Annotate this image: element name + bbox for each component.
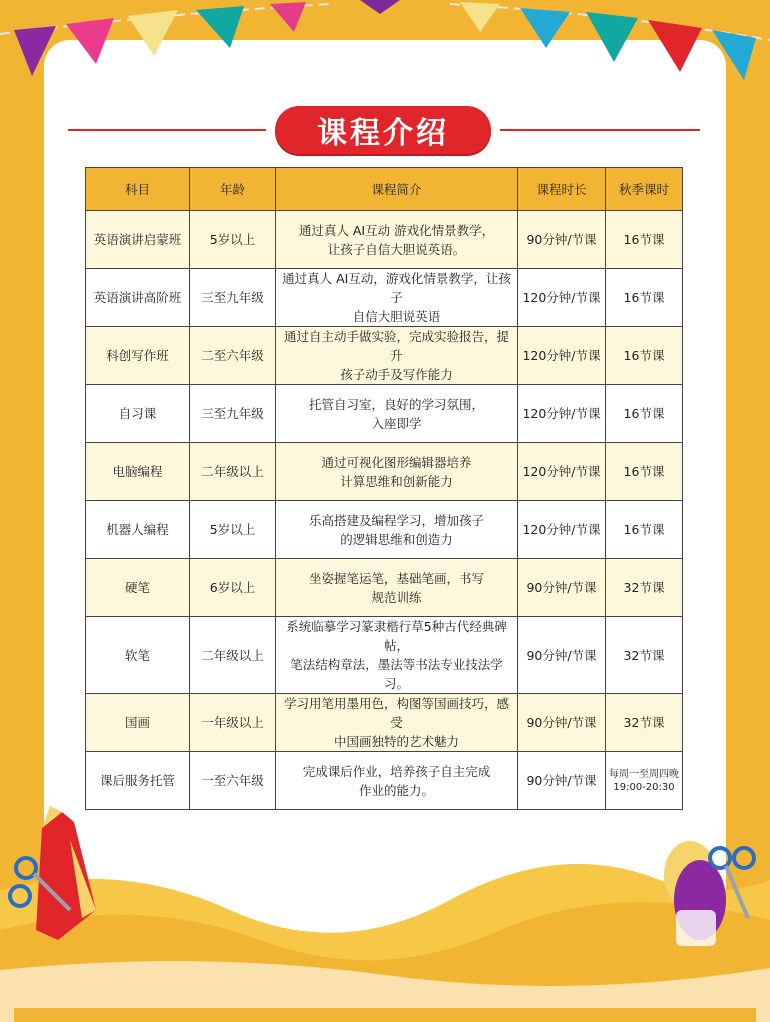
intro-line-2: 笔法结构章法，墨法等书法专业技法学习。: [290, 657, 503, 691]
cell-age: 一年级以上: [190, 694, 276, 752]
cell-age: 一至六年级: [190, 752, 276, 810]
hours-line-2: 19:00-20:30: [613, 781, 675, 793]
cell-age: 5岁以上: [190, 501, 276, 559]
cell-age: 二年级以上: [190, 617, 276, 694]
cell-hours: [606, 694, 683, 752]
cell-intro: [276, 443, 518, 501]
hours-line-1: 32节课: [623, 580, 665, 595]
cell-subject: 国画: [86, 694, 190, 752]
intro-line-1: 通过自主动手做实验，完成实验报告，提升: [283, 329, 509, 363]
hours-line-1: 16节课: [623, 348, 665, 363]
intro-line-2: 孩子动手及写作能力: [340, 367, 453, 382]
hours-line-1: 16节课: [623, 406, 665, 421]
cell-hours: [606, 211, 683, 269]
intro-line-1: 坐姿握笔运笔，基础笔画，书写: [308, 570, 484, 586]
intro-line-1: 通过真人 AI互动，游戏化情景教学，让孩子: [282, 271, 511, 305]
table-row: [86, 617, 683, 694]
cell-subject: 硬笔: [86, 559, 190, 617]
table-row: [86, 559, 683, 617]
cell-duration: 90分钟/节课: [518, 617, 606, 694]
cell-hours: [606, 443, 683, 501]
cell-duration: 120分钟/节课: [518, 443, 606, 501]
cell-duration: 90分钟/节课: [518, 694, 606, 752]
header-intro: 课程简介: [276, 168, 518, 211]
bunting-decoration: [0, 0, 770, 90]
cell-intro: [276, 211, 518, 269]
intro-line-2: 作业的能力。: [358, 782, 434, 798]
title-rule-left: [68, 129, 266, 131]
intro-line-2: 自信大胆说英语: [352, 309, 441, 324]
intro-line-2: 让孩子自信大胆说英语。: [327, 241, 466, 257]
cell-subject: 软笔: [86, 617, 190, 694]
cell-age: 三至九年级: [190, 269, 276, 327]
intro-line-1: 通过可视化图形编辑器培养: [321, 454, 472, 470]
intro-line-1: 通过真人 AI互动 游戏化情景教学，: [298, 222, 495, 238]
header-hours: 秋季课时: [606, 168, 683, 211]
cell-age: 二至六年级: [190, 327, 276, 385]
cell-duration: 120分钟/节课: [518, 327, 606, 385]
course-table: [85, 167, 683, 810]
cell-intro: [276, 327, 518, 385]
cell-hours: [606, 327, 683, 385]
cell-hours: [606, 559, 683, 617]
cell-duration: 90分钟/节课: [518, 211, 606, 269]
cell-duration: 90分钟/节课: [518, 559, 606, 617]
cell-subject: 机器人编程: [86, 501, 190, 559]
cell-subject: 英语演讲高阶班: [86, 269, 190, 327]
cell-age: 三至九年级: [190, 385, 276, 443]
hours-line-1: 16节课: [623, 522, 665, 537]
cell-intro: [276, 559, 518, 617]
hours-line-1: 16节课: [623, 232, 665, 247]
header-duration: 课程时长: [518, 168, 606, 211]
cell-subject: 自习课: [86, 385, 190, 443]
intro-line-2: 入座即学: [371, 415, 422, 431]
cell-intro: [276, 501, 518, 559]
table-row: [86, 501, 683, 559]
intro-line-1: 乐高搭建及编程学习，增加孩子: [308, 512, 484, 528]
intro-line-1: 学习用笔用墨用色，构图等国画技巧，感受: [283, 696, 509, 730]
cell-age: 5岁以上: [190, 211, 276, 269]
table-header-row: [86, 168, 683, 211]
table-row: [86, 211, 683, 269]
cell-hours: [606, 269, 683, 327]
intro-line-1: 系统临摹学习篆隶楷行草5种古代经典碑帖，: [286, 619, 507, 653]
hours-line-1: 32节课: [623, 715, 665, 730]
intro-line-2: 的逻辑思维和创造力: [340, 531, 453, 547]
hours-line-1: 每周一至周四晚: [609, 768, 679, 780]
cell-subject: 科创写作班: [86, 327, 190, 385]
cell-duration: 120分钟/节课: [518, 269, 606, 327]
cell-duration: 120分钟/节课: [518, 501, 606, 559]
cell-age: 6岁以上: [190, 559, 276, 617]
cell-intro: [276, 617, 518, 694]
cell-subject: 课后服务托管: [86, 752, 190, 810]
cell-hours: [606, 617, 683, 694]
hours-line-1: 16节课: [623, 464, 665, 479]
cell-hours: [606, 385, 683, 443]
title-area: [0, 106, 770, 154]
table-row: [86, 385, 683, 443]
cell-intro: [276, 385, 518, 443]
intro-line-1: 托管自习室，良好的学习氛围，: [308, 396, 484, 412]
table-row: [86, 269, 683, 327]
header-subject: 科目: [86, 168, 190, 211]
cell-subject: 英语演讲启蒙班: [86, 211, 190, 269]
hours-line-1: 16节课: [623, 290, 665, 305]
cell-duration: 120分钟/节课: [518, 385, 606, 443]
cell-intro: [276, 694, 518, 752]
intro-line-2: 计算思维和创新能力: [340, 473, 453, 489]
bottom-wave-decoration: [0, 800, 770, 1022]
cell-subject: 电脑编程: [86, 443, 190, 501]
table-row: [86, 327, 683, 385]
cell-hours: [606, 501, 683, 559]
intro-line-2: 规范训练: [371, 589, 422, 605]
table-row: [86, 443, 683, 501]
table-row: [86, 694, 683, 752]
page-title: 课程介绍: [275, 106, 491, 154]
cell-duration: 90分钟/节课: [518, 752, 606, 810]
hours-line-1: 32节课: [623, 647, 665, 663]
intro-line-1: 完成课后作业，培养孩子自主完成: [302, 763, 491, 779]
header-age: 年龄: [190, 168, 276, 211]
cell-intro: [276, 269, 518, 327]
title-rule-right: [500, 129, 700, 131]
intro-line-2: 中国画独特的艺术魅力: [333, 734, 459, 749]
cell-age: 二年级以上: [190, 443, 276, 501]
